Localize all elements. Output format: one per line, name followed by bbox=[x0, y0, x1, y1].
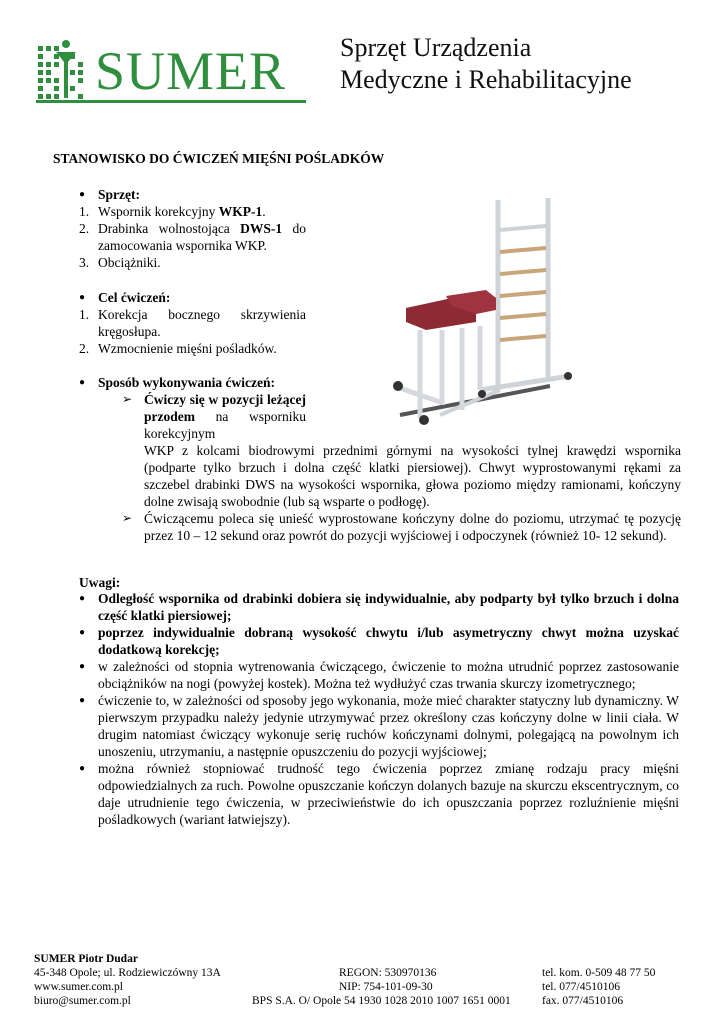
bullet-icon: ● bbox=[79, 377, 86, 388]
equipment-heading: Sprzęt: bbox=[98, 187, 140, 202]
header-title bbox=[340, 32, 632, 96]
list-item: Obciążniki. bbox=[98, 255, 161, 270]
footer-address: 45-348 Opole; ul. Rodziewiczówny 13A bbox=[34, 967, 221, 979]
method-step-2: Ćwiczącemu poleca się unieść wyprostowane kończyny dolne do poziomu, utrzymać tę pozycję przez 10 – 12 sekund oraz powrót do pozycji wyjściowej i odpoczynek (również 10- 12 sekund). bbox=[144, 511, 681, 543]
list-number: 2. bbox=[79, 221, 90, 236]
list-item: Drabinka wolnostojąca DWS-1 do zamocowania wspornika WKP. bbox=[98, 221, 306, 253]
list-number: 1. bbox=[79, 204, 90, 219]
arrow-bullet-icon: ➢ bbox=[122, 392, 133, 406]
header-title-line2: Medyczne i Rehabilitacyjne bbox=[340, 65, 632, 94]
goals-section bbox=[0, 289, 320, 359]
bullet-icon: ● bbox=[79, 189, 86, 200]
list-item: Korekcja bocznego skrzywienia kręgosłupa. bbox=[98, 307, 306, 339]
note-text: poprzez indywidualnie dobraną wysokość chwytu i/lub asymetryczny chwyt można uzyskać dodatkową korekcję; bbox=[98, 625, 679, 657]
footer-fax: fax. 077/4510106 bbox=[542, 995, 624, 1007]
list-item: Wzmocnienie mięśni pośladków. bbox=[98, 341, 277, 356]
list-item: Wspornik korekcyjny WKP-1. bbox=[98, 204, 266, 219]
footer-tel-kom: tel. kom. 0-509 48 77 50 bbox=[542, 967, 656, 979]
note-item bbox=[79, 760, 679, 828]
list-number: 3. bbox=[79, 255, 90, 270]
method-heading: Sposób wykonywania ćwiczeń: bbox=[98, 375, 276, 390]
list-number: 1. bbox=[79, 307, 90, 322]
footer-www: www.sumer.com.pl bbox=[34, 981, 124, 993]
bullet-icon: ● bbox=[79, 292, 86, 303]
note-item bbox=[79, 692, 679, 760]
note-item bbox=[79, 624, 679, 658]
bullet-icon: ● bbox=[79, 695, 86, 706]
arrow-bullet-icon: ➢ bbox=[122, 511, 133, 525]
goals-heading: Cel ćwiczeń: bbox=[98, 290, 171, 305]
note-text: Odległość wspornika od drabinki dobiera się indywidualnie, aby podparty był tylko brzuch i dolna część klatki piersiowej; bbox=[98, 591, 679, 623]
footer-nip: NIP: 754-101-09-30 bbox=[339, 981, 433, 993]
method-step-1-intro: Ćwiczy się w pozycji leżącej przodem na wsporniku korekcyjnym bbox=[144, 392, 306, 441]
note-item bbox=[79, 590, 679, 624]
bullet-icon: ● bbox=[79, 661, 86, 672]
footer-company: SUMER Piotr Dudar bbox=[34, 953, 138, 965]
brand-name: SUMER bbox=[95, 41, 287, 101]
list-number: 2. bbox=[79, 341, 90, 356]
method-step-1-body: WKP z kolcami biodrowymi przednimi górnymi na wysokości tylnej krawędzi wspornika (podparte tylko brzuch i dolna część klatki piersiowej). Chwyt wyprostowanymi rękami za szczebel drabinki DWS na wysokości wspornika, głowa poziomo między ramionami, kończyny dolne zwisają swobodnie (lub są wsparte o podłogę). bbox=[144, 443, 681, 509]
note-item bbox=[79, 658, 679, 692]
footer-email: biuro@sumer.com.pl bbox=[34, 995, 131, 1007]
document-title: STANOWISKO DO ĆWICZEŃ MIĘŚNI POŚLADKÓW bbox=[53, 151, 385, 166]
method-section bbox=[0, 374, 700, 564]
bullet-icon: ● bbox=[79, 627, 86, 638]
notes-list bbox=[79, 590, 679, 828]
footer-regon: REGON: 530970136 bbox=[339, 967, 437, 979]
bullet-icon: ● bbox=[79, 763, 86, 774]
bullet-icon: ● bbox=[79, 593, 86, 604]
note-text: w zależności od stopnia wytrenowania ćwiczącego, ćwiczenie to można utrudnić poprzez zastosowanie obciążników na nogi (powyżej kostek). Można też wydłużyć czas trwania skurczy izometrycznego; bbox=[98, 659, 679, 691]
footer-tel: tel. 077/4510106 bbox=[542, 981, 620, 993]
footer-bank: BPS S.A. O/ Opole 54 1930 1028 2010 1007 1651 0001 bbox=[252, 995, 511, 1007]
note-text: ćwiczenie to, w zależności od sposoby jego wykonania, może mieć charakter statyczny lub dynamiczny. W pierwszym przypadku należy jedynie utrzymywać przez określony czas kończyny dolne w linii ciała. W drugim natomiast ćwiczący wykonuje serię ruchów kończynami dolnymi, polegającą na powolnym ich unoszeniu, utrzymaniu, a następnie opuszczeniu do pozycji wyjściowej; bbox=[98, 693, 679, 759]
header-title-line1: Sprzęt Urządzenia bbox=[340, 33, 532, 62]
exercise-station-illustration bbox=[380, 190, 590, 430]
equipment-section bbox=[0, 186, 320, 286]
note-text: można również stopniować trudność tego ćwiczenia poprzez zmianę rodzaju pracy mięśni odpowiedzialnych za ruch. Powolne opuszczanie kończyn dolanych bazuje na skurczu ekscentrycznym, co daje utrudnienie tego ćwiczenia, w przeciwieństwie do ich opuszczania poprzez rozluźnienie mięśni pośladkowych (wariant łatwiejszy). bbox=[98, 761, 679, 827]
notes-heading: Uwagi: bbox=[79, 575, 121, 590]
